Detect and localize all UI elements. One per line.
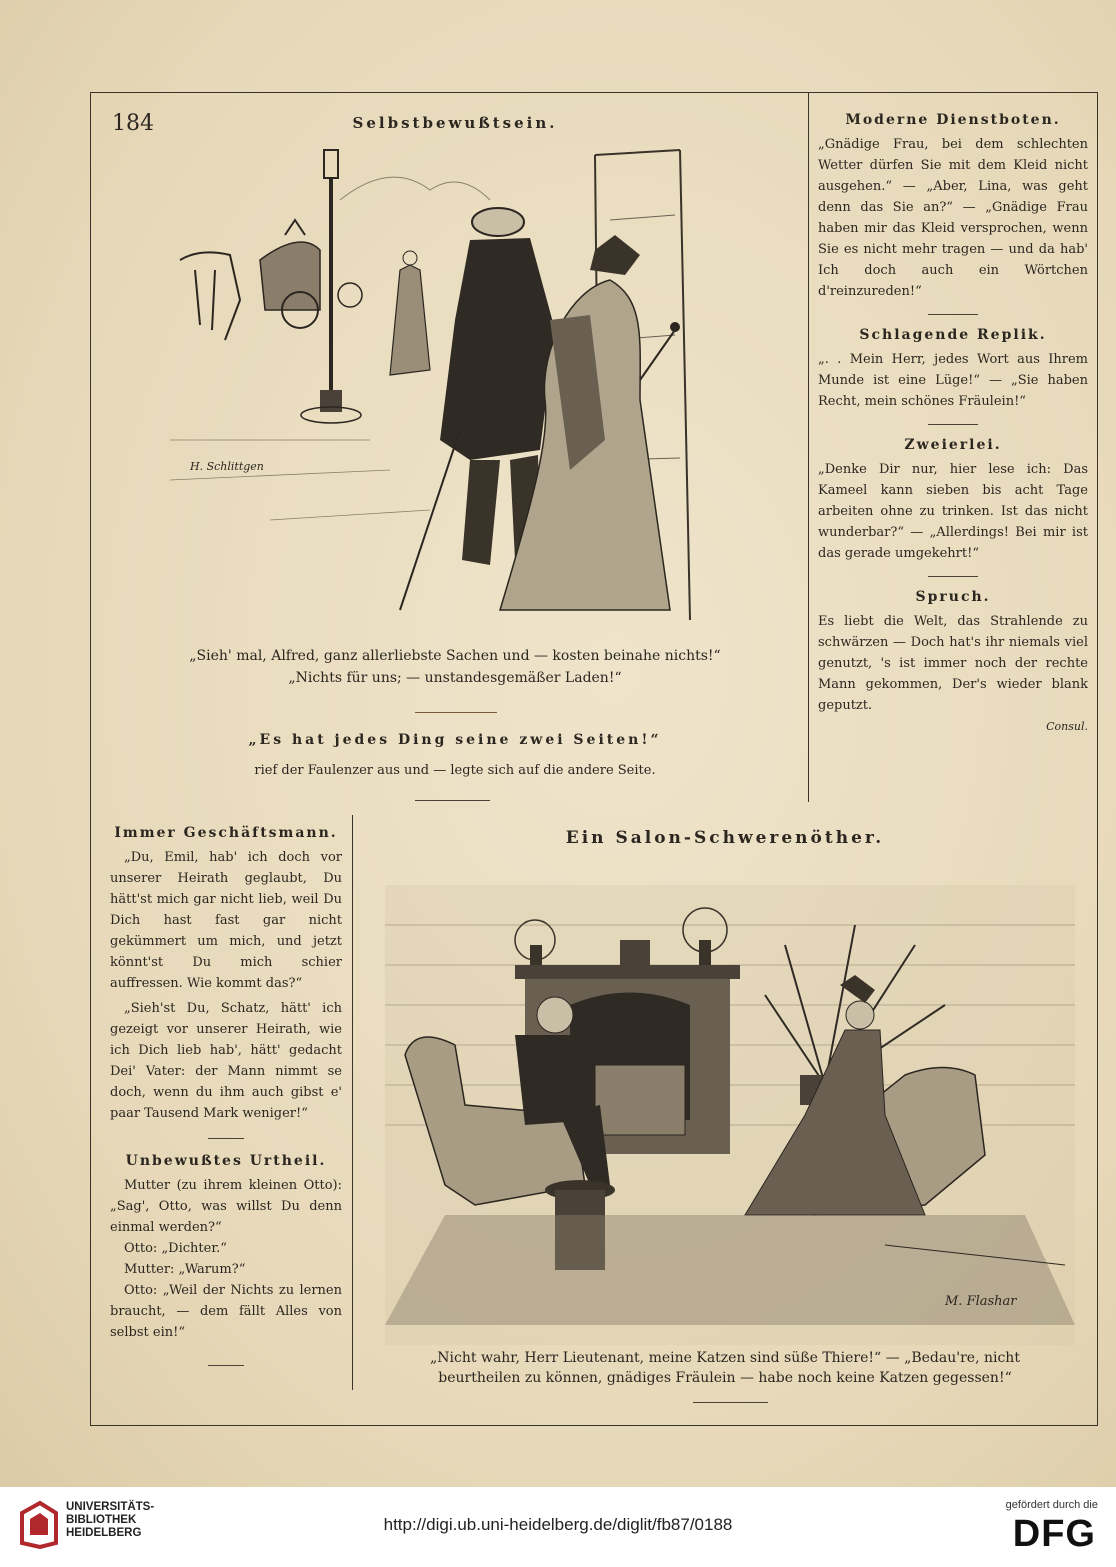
right-column bbox=[818, 112, 1088, 733]
page-number: 184 bbox=[112, 111, 154, 136]
line: Mutter: „Warum?“ bbox=[124, 1262, 246, 1277]
section-body: „. . Mein Herr, jedes Wort aus Ihrem Munde ist eine Lüge!“ — „Sie haben Recht, mein schönes Fräulein!“ bbox=[818, 352, 1088, 409]
cartoon-title: Selbstbewußtsein. bbox=[352, 114, 558, 132]
funding-note: gefördert durch die bbox=[1005, 1499, 1098, 1511]
line: Otto: „Weil der Nichts zu lernen braucht, — dem fällt Alles von selbst ein!“ bbox=[110, 1283, 342, 1340]
left-column bbox=[110, 825, 342, 1366]
paragraph: „Sieh'st Du, Schatz, hätt' ich gezeigt vor unserer Heirath, wie ich Dich lieb hab', hätt' gedacht Dei' Vater: der Mann nimmt se doch, wenn du ihm auch gibst e' paar Tausend Mark weniger!“ bbox=[110, 1001, 342, 1121]
separator bbox=[208, 1365, 244, 1366]
separator bbox=[928, 314, 978, 315]
artist-signature-left: H. Schlittgen bbox=[190, 460, 264, 473]
salon-title: Ein Salon-Schwerenöther. bbox=[565, 828, 885, 848]
column-divider-right bbox=[808, 92, 809, 802]
street-scene-illustration bbox=[170, 140, 730, 640]
section-title: Unbewußtes Urtheil. bbox=[125, 1153, 327, 1169]
salon-caption-1: „Nicht wahr, Herr Lieutenant, meine Katzen sind süße Thiere!“ — „Bedau're, nicht bbox=[430, 1350, 1020, 1366]
separator bbox=[928, 576, 978, 577]
proverb-title: „Es hat jedes Ding seine zwei Seiten!“ bbox=[248, 732, 662, 748]
section-body: „Denke Dir nur, hier lese ich: Das Kameel kann sieben bis acht Tage arbeiten ohne zu trinken. Ist das nicht wunderbar?“ — „Allerdings! Bei mir ist das gerade umgekehrt!“ bbox=[818, 462, 1088, 561]
dfg-logo: DFG bbox=[1012, 1513, 1096, 1555]
section-body: „Gnädige Frau, bei dem schlechten Wetter dürfen Sie mit dem Kleid nicht ausgehen.“ — „Aber, Lina, was geht denn das Sie an?“ — „Gnädige Frau haben mir das Kleid versprochen, wenn Sie es nicht mehr tragen — und da hab' Ich doch auch ein Wörtchen d'reinzureden!“ bbox=[818, 137, 1088, 299]
signature-consul: Consul. bbox=[1046, 720, 1088, 733]
cartoon-caption-2: „Nichts für uns; — unstandesgemäßer Laden!“ bbox=[288, 670, 622, 686]
cartoon-caption-1: „Sieh' mal, Alfred, ganz allerliebste Sachen und — kosten beinahe nichts!“ bbox=[189, 648, 721, 664]
separator bbox=[208, 1138, 244, 1139]
paragraph: „Du, Emil, hab' ich doch vor unserer Heirath geglaubt, Du hätt'st mich gar nicht lieb, weil Du Dich hast fast gar nicht gekümmert um mich, und jetzt könnt'st Du mich schier auffressen. Wie kommt das?“ bbox=[110, 850, 342, 991]
salon-caption-2: beurtheilen zu können, gnädiges Fräulein — habe noch keine Katzen gegessen!“ bbox=[438, 1370, 1012, 1386]
line: Otto: „Dichter.“ bbox=[124, 1241, 227, 1256]
library-name-line: BIBLIOTHEK bbox=[66, 1514, 137, 1526]
rule bbox=[808, 92, 1098, 93]
footer-bar bbox=[0, 1487, 1116, 1567]
library-name-line: UNIVERSITÄTS- bbox=[66, 1501, 155, 1513]
line: Mutter (zu ihrem kleinen Otto): „Sag', Otto, was willst Du denn einmal werden?“ bbox=[110, 1178, 342, 1235]
section-title: Zweierlei. bbox=[904, 437, 1002, 453]
section-title: Schlagende Replik. bbox=[859, 327, 1047, 343]
proverb-text: rief der Faulenzer aus und — legte sich auf die andere Seite. bbox=[254, 763, 656, 778]
section-body: Es liebt die Welt, das Strahlende zu schwärzen — Doch hat's ihr niemals viel genutzt, 's ist immer noch der rechte Mann gekommen, Der's wieder blank geputzt. bbox=[818, 614, 1088, 713]
section-title: Moderne Dienstboten. bbox=[845, 112, 1061, 128]
library-name-line: HEIDELBERG bbox=[66, 1527, 142, 1539]
column-divider-left bbox=[352, 815, 353, 1390]
digitization-url[interactable]: http://digi.ub.uni-heidelberg.de/diglit/fb87/0188 bbox=[383, 1515, 733, 1534]
separator bbox=[693, 1402, 768, 1403]
section-title: Immer Geschäftsmann. bbox=[114, 825, 338, 841]
separator bbox=[415, 712, 497, 713]
section-title: Spruch. bbox=[915, 589, 991, 605]
separator bbox=[928, 424, 978, 425]
artist-signature-right: M. Flashar bbox=[945, 1294, 1017, 1309]
separator bbox=[415, 800, 490, 801]
salon-illustration bbox=[385, 885, 1075, 1345]
